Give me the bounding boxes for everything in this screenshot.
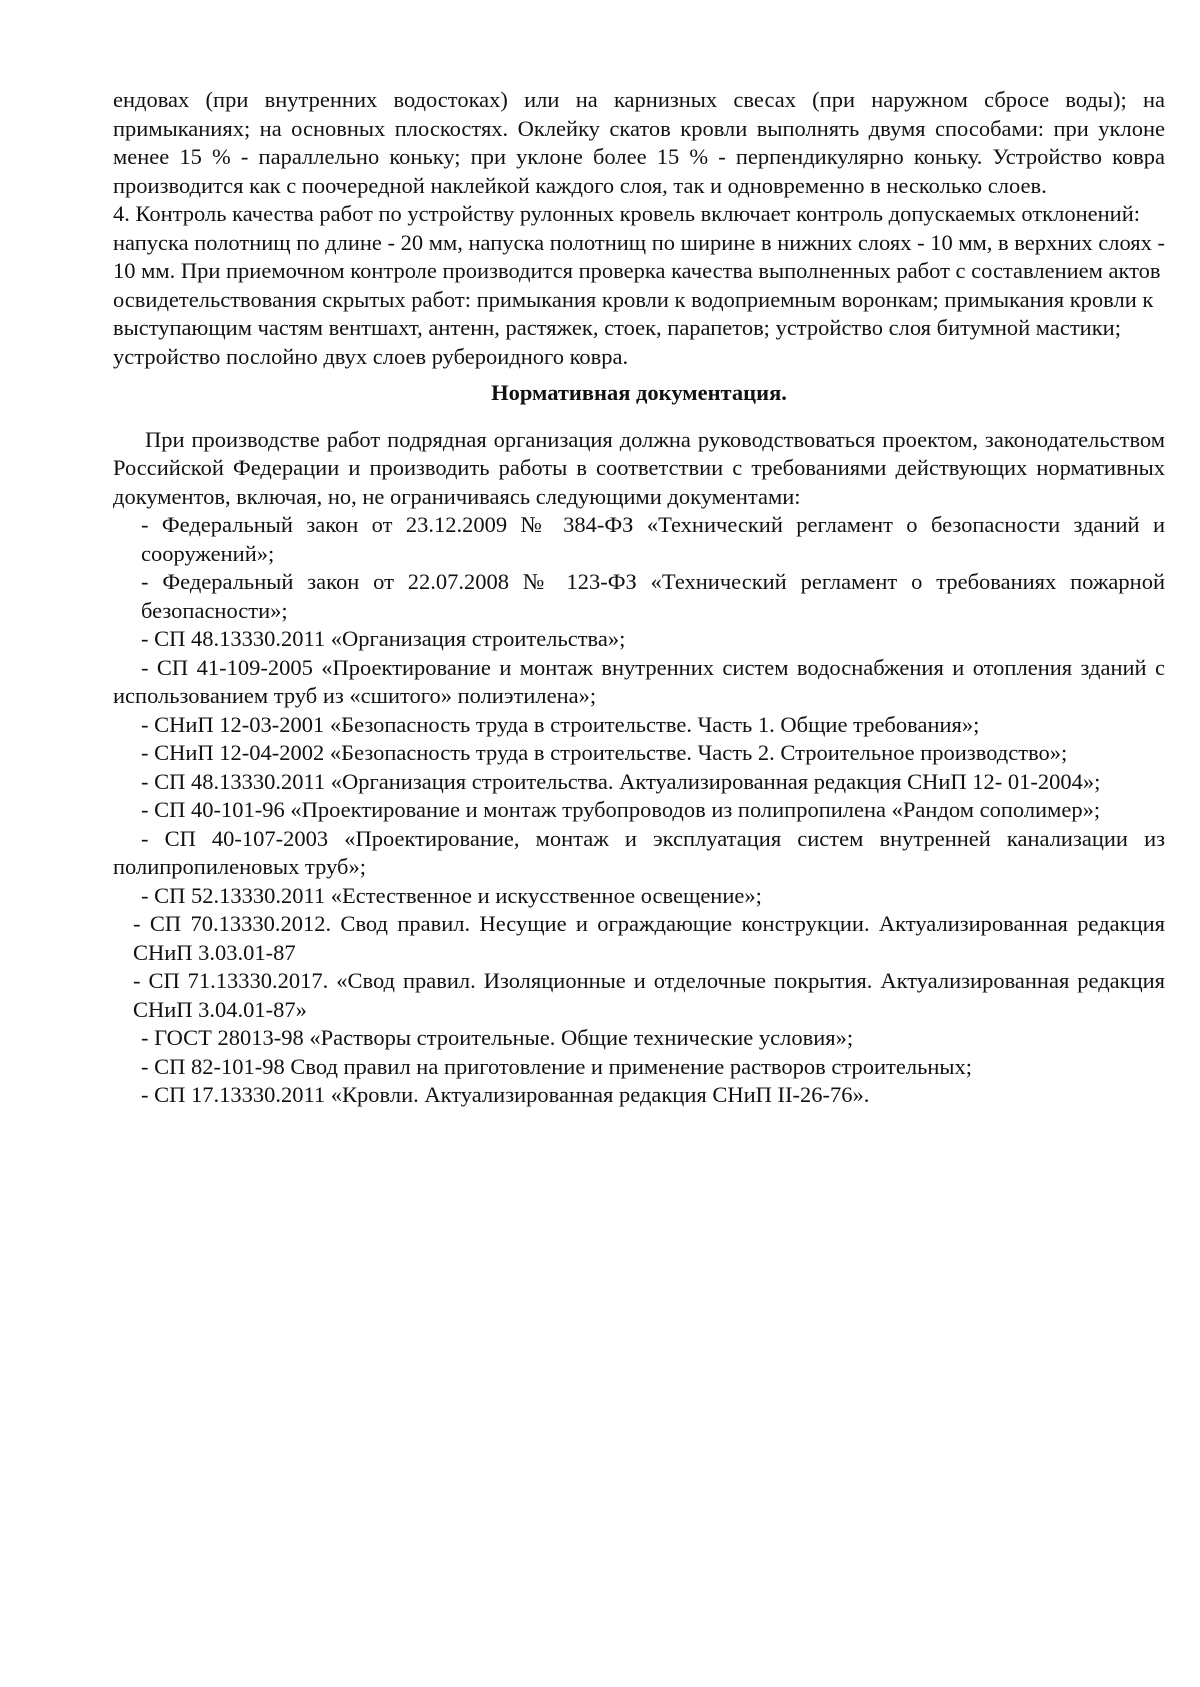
numbered-item-4: [113, 200, 1165, 371]
reference-item: - СП 48.13330.2011 «Организация строительства. Актуализированная редакция СНиП 12- 01-2004»;: [141, 768, 1101, 794]
document-body: [113, 86, 1165, 1110]
reference-item: - СП 41-109-2005 «Проектирование и монтаж внутренних систем водоснабжения и отопления зданий с использованием труб из «сшитого» полиэтилена»;: [113, 654, 1165, 708]
reference-item: - СП 40-107-2003 «Проектирование, монтаж и эксплуатация систем внутренней канализации из полипропиленовых труб»;: [113, 825, 1165, 879]
reference-item: - СНиП 12-04-2002 «Безопасность труда в строительстве. Часть 2. Строительное производство»;: [141, 740, 1068, 765]
section-heading: Нормативная документация.: [491, 380, 787, 405]
reference-item: - СП 40-101-96 «Проектирование и монтаж трубопроводов из полипропилена «Рандом сополимер»;: [141, 797, 1101, 822]
reference-item: - СП 71.13330.2017. «Свод правил. Изоляционные и отделочные покрытия. Актуализированная редакция СНиП 3.04.01-87»: [133, 968, 1165, 1022]
reference-item: - СП 48.13330.2011 «Организация строительства»;: [141, 626, 626, 651]
reference-item: - Федеральный закон от 22.07.2008 № 123-ФЗ «Технический регламент о требованиях пожарной безопасности»;: [141, 569, 1165, 623]
reference-item: - СП 70.13330.2012. Свод правил. Несущие и ограждающие конструкции. Актуализированная редакция СНиП 3.03.01-87: [133, 911, 1165, 965]
reference-item: - СП 52.13330.2011 «Естественное и искусственное освещение»;: [141, 882, 762, 908]
item-number: 4.: [113, 201, 130, 226]
item-text: Контроль качества работ по устройству рулонных кровель включает контроль допускаемых отклонений: напуска полотнищ по длине - 20 мм, напуска полотнищ по ширине в нижних слоях - 10 мм, в верхних слоях - 10 мм. При приемочном контроле производится проверка качества выполненных работ с составлением актов освидетельствования скрытых работ: примыкания кровли к водоприемным воронкам; примыкания кровли к выступающим частям вентшахт, антенн, растяжек, стоек, парапетов; устройство слоя битумной мастики; устройство послойно двух слоев рубероидного ковра.: [113, 201, 1165, 369]
reference-item: - Федеральный закон от 23.12.2009 № 384-ФЗ «Технический регламент о безопасности зданий и сооружений»;: [141, 512, 1165, 566]
reference-item: - СП 82-101-98 Свод правил на приготовление и применение растворов строительных;: [141, 1053, 973, 1079]
reference-item: - СП 17.13330.2011 «Кровли. Актуализированная редакция СНиП II-26-76».: [141, 1082, 870, 1107]
reference-item: - ГОСТ 28013-98 «Растворы строительные. Общие технические условия»;: [141, 1025, 854, 1050]
intro-paragraph: При производстве работ подрядная организация должна руководствоваться проектом, законодательством Российской Федерации и производить работы в соответствии с требованиями действующих нормативных документов, включая, но, не ограничиваясь следующими документами:: [113, 426, 1165, 509]
reference-item: - СНиП 12-03-2001 «Безопасность труда в строительстве. Часть 1. Общие требования»;: [141, 711, 980, 737]
continuation-paragraph: ендовах (при внутренних водостоках) или на карнизных свесах (при наружном сбросе воды); на примыканиях; на основных плоскостях. Оклейку скатов кровли выполнять двумя способами: при уклоне менее 15 % - параллельно коньку; при уклоне более 15 % - перпендикулярно коньку. Устройство ковра производится как с поочередной наклейкой каждого слоя, так и одновременно в несколько слоев.: [113, 87, 1165, 198]
